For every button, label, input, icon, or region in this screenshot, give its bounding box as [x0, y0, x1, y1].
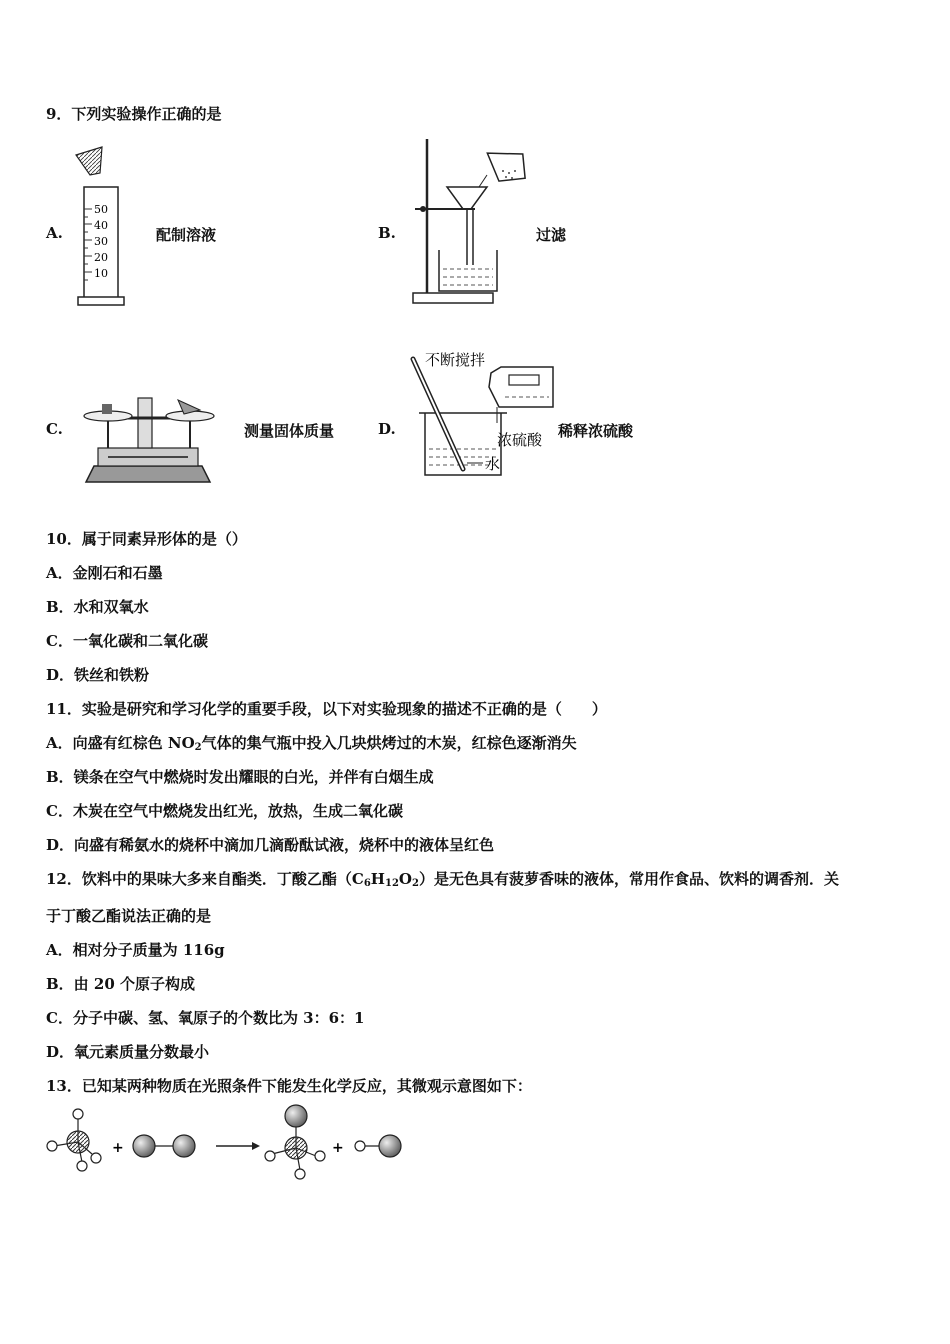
reaction-diagram: [44, 1104, 424, 1182]
q11-option-d: D．向盛有稀氨水的烧杯中滴加几滴酚酞试液，烧杯中的液体呈红色: [46, 836, 495, 854]
q9-stem: 9．下列实验操作正确的是: [46, 105, 222, 123]
q9-option-a-letter: A.: [46, 224, 63, 242]
dilution-figure: [405, 345, 555, 480]
q11-stem: 11．实验是研究和学习化学的重要手段，以下对实验现象的描述不正确的是（ ）: [46, 700, 607, 718]
q9-option-c-letter: C.: [46, 420, 63, 438]
balance-column: [138, 398, 152, 448]
mark-20: 20: [94, 251, 108, 264]
reaction-arrow: [216, 1142, 260, 1150]
mark-10: 10: [94, 267, 108, 280]
q9-option-d-letter: D.: [378, 420, 396, 438]
q10-option-c: C．一氧化碳和二氧化碳: [46, 632, 208, 650]
hydrogen-chloride-molecule: [355, 1135, 401, 1157]
acid-bottle: [489, 367, 553, 407]
mark-40: 40: [94, 219, 108, 232]
acid-label: 浓硫酸: [497, 431, 543, 449]
q11-option-a: A．向盛有红棕色 $NO_2$气体的集气瓶中投入几块烘烤过的木炭，红棕色逐渐消失: [46, 734, 577, 753]
graduated-cylinder-figure: [72, 145, 132, 310]
q12-option-d: D．氧元素质量分数最小: [46, 1043, 210, 1061]
q10-option-b: B．水和双氧水: [46, 598, 149, 616]
plus-sign-1: +: [112, 1140, 124, 1156]
chloromethane-molecule: [265, 1105, 325, 1179]
q12-stem: 12．饮料中的果味大多来自酯类．丁酸乙酯$(C_6H_{12}O_2)$是无色具有菠萝香味的液体，常用作食品、饮料的调香剂．关: [46, 870, 839, 889]
q10-option-d: D．铁丝和铁粉: [46, 666, 150, 684]
plus-sign-2: +: [332, 1140, 344, 1156]
q10-option-a: A．金刚石和石墨: [46, 564, 163, 582]
q12-option-b: B．由 20 个原子构成: [46, 975, 195, 993]
q12-option-c: C．分子中碳、氢、氧原子的个数比为 3：6：1: [46, 1009, 365, 1027]
funnel: [447, 187, 487, 209]
q9-option-b-caption: 过滤: [536, 226, 567, 244]
q9-option-c-caption: 测量固体质量: [244, 422, 335, 440]
cylinder-base: [78, 297, 124, 305]
balance-figure: [78, 388, 218, 484]
q12-stem-line2: 于丁酸乙酯说法正确的是: [46, 907, 212, 925]
stand-base: [413, 293, 493, 303]
q9-option-b-letter: B.: [378, 224, 396, 242]
q9-option-d-caption: 稀释浓硫酸: [558, 422, 634, 440]
q13-stem: 13．已知某两种物质在光照条件下能发生化学反应，其微观示意图如下：: [46, 1077, 532, 1095]
balance-base: [86, 466, 210, 482]
q10-stem: 10．属于同素异形体的是（）: [46, 530, 247, 548]
water-label: 水: [485, 455, 501, 473]
weight: [102, 404, 112, 414]
q9-option-a-caption: 配制溶液: [156, 226, 217, 244]
weighing-paper: [76, 147, 102, 175]
pouring-beaker: [487, 144, 529, 186]
filtration-figure: [405, 135, 535, 310]
methane-molecule: [47, 1109, 101, 1171]
q11-option-b: B．镁条在空气中燃烧时发出耀眼的白光，并伴有白烟生成: [46, 768, 434, 786]
q12-option-a: A．相对分子质量为 116g: [46, 941, 225, 959]
q11-option-c: C．木炭在空气中燃烧发出红光，放热，生成二氧化碳: [46, 802, 403, 820]
mark-50: 50: [94, 203, 108, 216]
chlorine-molecule: [133, 1135, 195, 1157]
stir-label: 不断搅拌: [425, 351, 486, 369]
mark-30: 30: [94, 235, 108, 248]
